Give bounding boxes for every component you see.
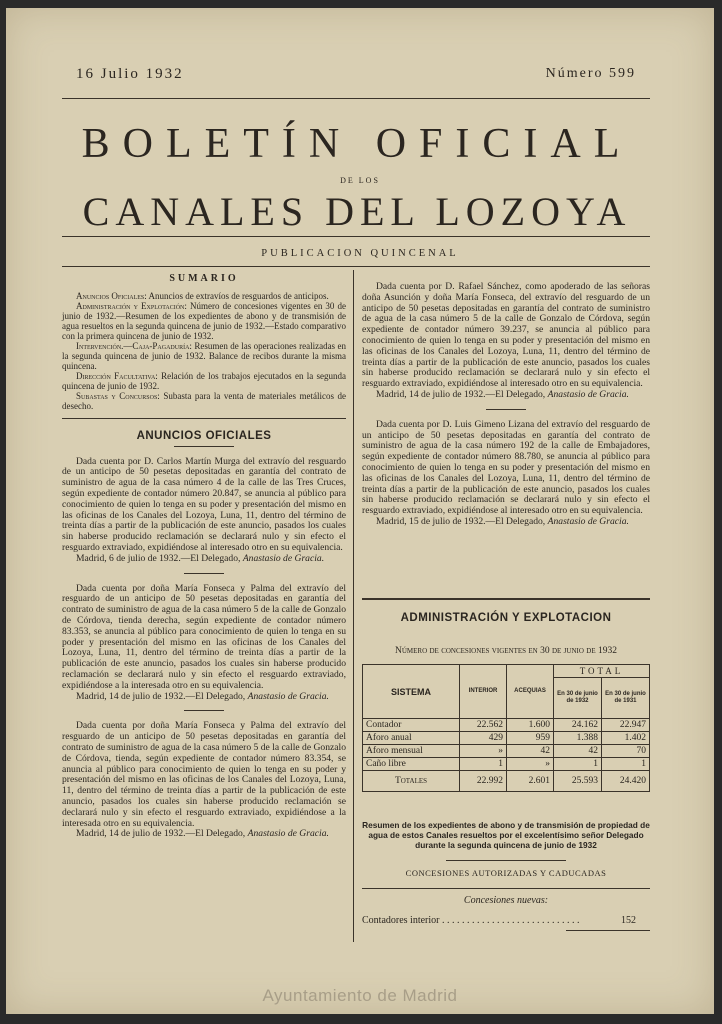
- contadores-row: Contadores interior . . . . . . . . . . . . . . . . . . . . . . . . . . . .: [362, 915, 580, 926]
- table-totals-row: Totales 22.992 2.601 25.593 24.420: [363, 771, 650, 792]
- anuncio-signature: Madrid, 14 de julio de 1932.—El Delegado, Anastasio de Gracia.: [76, 690, 329, 702]
- anuncios-heading-rule: [174, 446, 234, 447]
- anuncio-body: Dada cuenta por doña María Fonseca y Palma del extravío del resguardo de un anticipo de 50 pesetas depositadas en garantía del contrato de suministro de agua de la casa número 5 de la calle de Gonzalo de Córdova, tienda, según expediente de contador número 83.354, se anuncia al público para conocimiento de quien lo tenga en su poder y presentación del mismo en las oficinas de los Canales del Lozoya, Luna, 11, dentro del término de treinta días a partir de la publicación de este anuncio, pasados los cuales sin haberse producido reclamación se declarará nulo y sin efecto el resguardo extraviado, expidiéndose a la interesada otro en su equivalencia.: [62, 720, 346, 829]
- table-title: Número de concesiones vigentes en 30 de junio de 1932: [394, 646, 617, 656]
- watermark: Ayuntamiento de Madrid: [262, 986, 458, 1005]
- sumario-item: Intervención.—Caja-Pagaduría: Resumen de las operaciones realizadas en la segunda quincena de junio de 1932. Balance de recibos durante la misma quincena.: [62, 340, 346, 371]
- anuncio-divider: [486, 409, 526, 410]
- anuncio-signature: Madrid, 15 de julio de 1932.—El Delegado, Anastasio de Gracia.: [376, 515, 629, 527]
- sumario-item: Dirección Facultativa: Relación de los trabajos ejecutados en la segunda quincena de junio de 1932.: [62, 370, 346, 391]
- col-1931: En 30 de junio de 1931: [602, 678, 650, 719]
- anuncio-body: Dada cuenta por D. Carlos Martín Murga del extravío del resguardo de un anticipo de 50 pesetas depositadas en garantía del contrato de suministro de agua de la casa número 4 de la calle de las Tres Cruces, según expediente de contador número 20.847, se anuncia al público para conocimiento de quien lo tenga en su poder y presentación del mismo en las oficinas de los Canales del Lozoya, Luna, 11, dentro del término de treinta días a partir de la publicación de este anuncio, pasados los cuales sin haberse producido reclamación se declarará nulo y sin efecto el resguardo extraviado, expidiéndose al interesado otro en su equivalencia.: [62, 455, 346, 553]
- sumario-item: Administración y Explotación: Número de concesiones vigentes en 30 de junio de 1932.—Resumen de los expedientes de abono y de transmisión de agua resueltos en la segunda quincena de junio de 1932.—Estado comparativo con la primera quincena de junio de 1932.: [62, 300, 347, 341]
- resumen-rule: [446, 860, 566, 861]
- admin-rule: [362, 598, 650, 600]
- contadores-underline: [566, 930, 650, 931]
- resumen-title: Resumen de los expedientes de abono y de transmisión de propiedad de agua de estos Canales resueltos por el excelentísimo señor Delegado durante la segunda quincena de junio de 1932: [362, 820, 650, 850]
- issue-number: Número 599: [545, 66, 636, 81]
- table-row: Aforo anual 429 959 1.388 1.402: [363, 732, 650, 745]
- sumario-item: Subastas y Concursos: Subasta para la venta de materiales metálicos de desecho.: [62, 390, 346, 411]
- concesiones-rule: [362, 888, 650, 889]
- sumario-title: SUMARIO: [169, 273, 239, 284]
- contadores-value: 152: [621, 915, 636, 926]
- newspaper-page: [6, 8, 714, 1014]
- anuncio-body: Dada cuenta por D. Luis Gimeno Lizana del extravío del resguardo de un anticipo de 50 pesetas depositadas en garantía del contrato de suministro de agua de la casa número 192 de la calle de Embajadores, según expediente de contador número 88.780, se anuncia al público para conocimiento de quien lo tenga en su poder y presentación del mismo en las oficinas de los Canales del Lozoya, Luna, 11, dentro del término de treinta días a partir de la publicación de este anuncio, pasados los cuales sin haberse producido reclamación se declarará nulo y sin efecto el resguardo extraviado, expidiéndose al interesado otro en su equivalencia.: [362, 418, 650, 517]
- table-header-row: [363, 665, 650, 678]
- header-rule-top: [62, 98, 650, 99]
- columns-rule-top: [62, 266, 650, 267]
- masthead-title-line2: CANALES DEL LOZOYA: [82, 189, 632, 234]
- table-row: Caño libre 1 » 1 1: [363, 758, 650, 771]
- col-total: TOTAL: [554, 665, 650, 678]
- masthead-title-line1: BOLETÍN OFICIAL: [81, 121, 633, 167]
- concesiones-title: CONCESIONES AUTORIZADAS Y CADUCADAS: [405, 868, 607, 878]
- left-column: [62, 274, 346, 840]
- col-acequias: ACEQUIAS: [507, 665, 554, 719]
- anuncio-divider: [184, 573, 224, 574]
- table-row: Aforo mensual » 42 42 70: [363, 745, 650, 758]
- sumario-item: Anuncios Oficiales: Anuncios de extravíos de resguardos de anticipos.: [76, 290, 329, 301]
- anuncio-body: Dada cuenta por doña María Fonseca y Palma del extravío del resguardo de un anticipo de 50 pesetas depositadas en garantía del contrato de suministro de agua de la casa número 5 de la calle de Gonzalo de Córdova, tienda derecha, según expediente de contador número 83.353, se anuncia al público para conocimiento de quien lo tenga en su poder y presentación del mismo en las oficinas de los Canales del Lozoya, Luna, 11, dentro del término de treinta días a partir de la publicación de este anuncio, pasados los cuales sin haberse producido reclamación se declarará nulo y sin efecto el resguardo extraviado, expidiéndose a la interesada otro en su equivalencia.: [62, 582, 346, 691]
- col-interior: INTERIOR: [460, 665, 507, 719]
- anuncio-signature: Madrid, 6 de julio de 1932.—El Delegado, Anastasio de Gracia.: [76, 552, 325, 564]
- anuncio-signature: Madrid, 14 de julio de 1932.—El Delegado, Anastasio de Gracia.: [376, 388, 629, 400]
- col-sistema: SISTEMA: [363, 665, 460, 719]
- col-1932: En 30 de junio de 1932: [554, 678, 602, 719]
- column-divider: [353, 270, 354, 942]
- anuncios-heading: ANUNCIOS OFICIALES: [136, 429, 272, 442]
- sumario: [62, 274, 346, 411]
- masthead-de-los: DE LOS: [340, 176, 380, 185]
- sumario-divider: [62, 418, 346, 419]
- right-column: [362, 282, 650, 528]
- concesiones-table: [362, 664, 650, 792]
- issue-date: 16 Julio 1932: [76, 66, 184, 82]
- admin-heading: ADMINISTRACIÓN Y EXPLOTACION: [400, 612, 612, 624]
- nuevas-label: Concesiones nuevas:: [463, 895, 549, 906]
- anuncio-signature: Madrid, 14 de julio de 1932.—El Delegado, Anastasio de Gracia.: [76, 828, 329, 840]
- publication-frequency: PUBLICACION QUINCENAL: [261, 248, 459, 259]
- table-row: Contador 22.562 1.600 24.162 22.947: [363, 719, 650, 732]
- anuncio-body: Dada cuenta por D. Rafael Sánchez, como apoderado de las señoras doña Asunción y doña María Fonseca, del extravío del resguardo de un anticipo de 50 pesetas depositadas en garantía del contrato de suministro de agua de la casa número 5 de la calle de Gonzalo de Córdova, según expediente de contador número 39.237, se anuncia al público para conocimiento de quien lo tenga en su poder y presentación del mismo en las oficinas de los Canales del Lozoya, Luna, 11, dentro del término de treinta días a partir de la publicación de este anuncio, pasados los cuales sin haberse producido reclamación se declarará nulo y sin efecto el resguardo extraviado, expidiéndose al interesado otro en su equivalencia.: [362, 281, 650, 390]
- masthead-rule: [62, 236, 650, 237]
- anuncio-divider: [184, 710, 224, 711]
